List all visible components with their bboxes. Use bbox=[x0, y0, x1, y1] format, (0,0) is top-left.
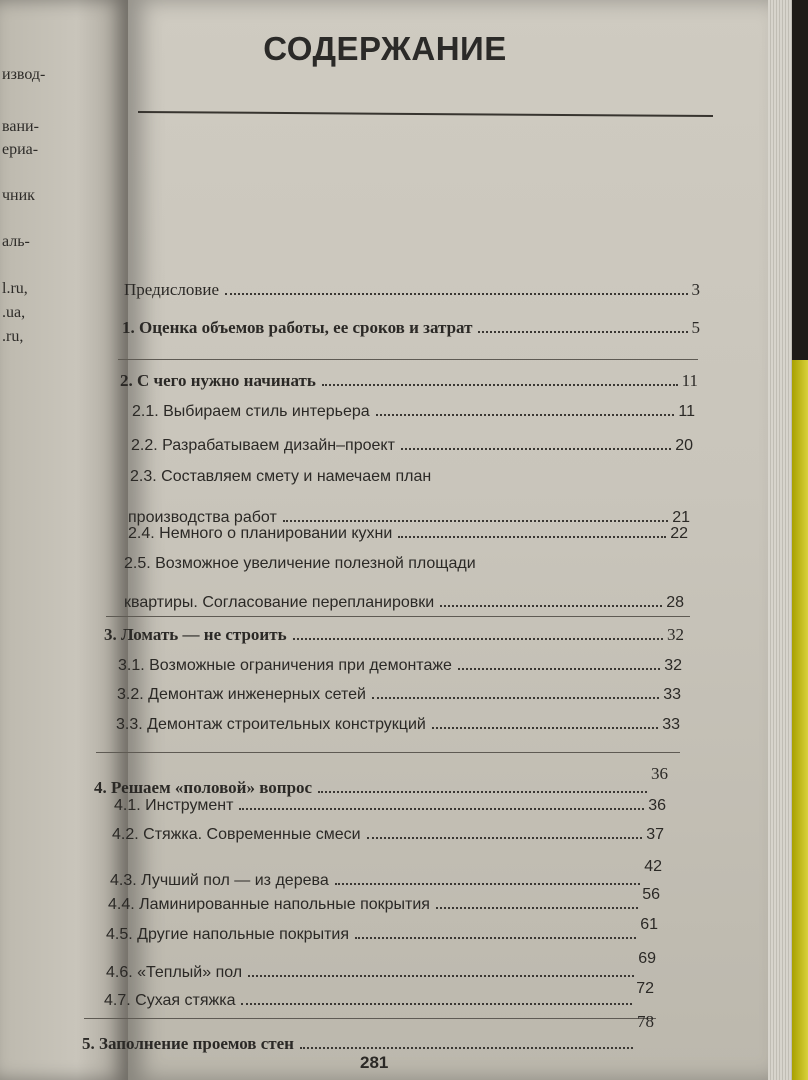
toc-entry-chapter-1 bbox=[122, 318, 700, 338]
toc-entry-chapter-3 bbox=[104, 625, 684, 645]
toc-leader-dots bbox=[241, 1003, 632, 1005]
toc-entry-page: 42 bbox=[644, 858, 662, 875]
toc-leader-dots bbox=[440, 605, 662, 607]
toc-entry-page: 32 bbox=[667, 625, 684, 644]
toc-entry-page: 33 bbox=[662, 716, 680, 733]
section-divider bbox=[118, 359, 698, 360]
toc-entry-title: 4.1. Инструмент bbox=[114, 797, 234, 814]
toc-entry-title: 4.5. Другие напольные покрытия bbox=[106, 926, 349, 943]
toc-entry-page: 11 bbox=[678, 403, 695, 420]
toc-entry-page: 72 bbox=[636, 980, 654, 997]
section-divider bbox=[96, 752, 680, 753]
toc-entry-page: 3 bbox=[691, 280, 700, 299]
toc-entry-title: 3.1. Возможные ограничения при демонтаже bbox=[118, 657, 452, 674]
toc-entry-page: 78 bbox=[637, 1012, 654, 1031]
left-page-text: аль- bbox=[2, 233, 30, 250]
toc-entry-page: 11 bbox=[681, 371, 698, 390]
toc-entry-title: 2.4. Немного о планировании кухни bbox=[128, 525, 393, 542]
toc-leader-dots bbox=[458, 668, 660, 670]
toc-entry-page: 33 bbox=[663, 686, 681, 703]
toc-entry-page: 69 bbox=[638, 950, 656, 967]
left-page-text: чник bbox=[2, 187, 35, 204]
toc-entry-page: 28 bbox=[666, 594, 684, 611]
toc-leader-dots bbox=[225, 293, 687, 295]
toc-leader-dots bbox=[248, 975, 634, 977]
toc-entry-page: 5 bbox=[691, 318, 700, 337]
toc-leader-dots bbox=[322, 384, 678, 386]
toc-entry-title: Предисловие bbox=[124, 280, 220, 299]
toc-entry-title: 4.3. Лучший пол — из дерева bbox=[110, 872, 329, 889]
toc-entry-preface bbox=[124, 262, 700, 300]
toc-entry-page: 36 bbox=[648, 797, 666, 814]
toc-leader-dots bbox=[293, 638, 663, 640]
toc-leader-dots bbox=[318, 791, 647, 793]
toc-entry-title: квартиры. Согласование перепланировки bbox=[124, 594, 435, 611]
toc-entry-4-4 bbox=[108, 886, 660, 914]
toc-entry-page: 36 bbox=[651, 764, 668, 783]
toc-leader-dots bbox=[300, 1047, 633, 1049]
toc-entry-page: 56 bbox=[642, 886, 660, 903]
toc-entry-title: 4. Решаем «половой» вопрос bbox=[94, 778, 313, 797]
left-page-text: .ua, bbox=[2, 304, 26, 321]
toc-entry-page: 20 bbox=[675, 437, 693, 454]
toc-entry-3-1 bbox=[118, 657, 682, 675]
left-page-text: ериа- bbox=[2, 141, 39, 158]
left-page-text: .ru, bbox=[2, 328, 24, 345]
toc-entry-4-7 bbox=[104, 980, 654, 1010]
background bbox=[792, 0, 808, 360]
toc-entry-title: 3. Ломать — не строить bbox=[104, 625, 287, 644]
toc-leader-dots bbox=[367, 837, 643, 839]
book-cover-edge bbox=[792, 360, 808, 1080]
toc-entry-title: производства работ bbox=[128, 509, 277, 526]
toc-entry-2-3-line1: 2.3. Составляем смету и намечаем план bbox=[130, 468, 432, 485]
toc-entry-2-3 bbox=[128, 493, 690, 527]
toc-leader-dots bbox=[478, 331, 687, 333]
toc-leader-dots bbox=[398, 536, 666, 538]
toc-entry-title: 2.1. Выбираем стиль интерьера bbox=[132, 403, 370, 420]
toc-entry-chapter-2 bbox=[120, 371, 698, 391]
toc-entry-2-4 bbox=[128, 525, 688, 543]
toc-entry-title: 2. С чего нужно начинать bbox=[120, 371, 316, 390]
toc-entry-title: 5. Заполнение проемов стен bbox=[82, 1034, 294, 1053]
page-number: 281 bbox=[360, 1053, 389, 1072]
toc-entry-title: 3.3. Демонтаж строительных конструкций bbox=[116, 716, 426, 733]
toc-entry-title: 3.2. Демонтаж инженерных сетей bbox=[117, 686, 366, 703]
page-title: СОДЕРЖАНИЕ bbox=[263, 30, 507, 67]
toc-entry-page: 32 bbox=[664, 657, 682, 674]
left-page-text: вани- bbox=[2, 118, 39, 135]
toc-leader-dots bbox=[432, 727, 658, 729]
toc-entry-2-2 bbox=[131, 437, 693, 455]
toc-leader-dots bbox=[436, 907, 638, 909]
toc-entry-4-1 bbox=[114, 797, 666, 815]
toc-leader-dots bbox=[401, 448, 671, 450]
toc-leader-dots bbox=[372, 697, 659, 699]
toc-entry-page: 22 bbox=[670, 525, 688, 542]
toc-entry-4-5 bbox=[106, 916, 658, 944]
toc-entry-2-5-line1: 2.5. Возможное увеличение полезной площади bbox=[124, 555, 476, 572]
left-page-text: l.ru, bbox=[2, 280, 28, 297]
toc-entry-title: 4.2. Стяжка. Современные смеси bbox=[112, 826, 361, 843]
toc-entry-title: 4.7. Сухая стяжка bbox=[104, 992, 236, 1009]
toc-entry-4-2 bbox=[112, 826, 664, 844]
toc-entry-title: 2.2. Разрабатываем дизайн–проект bbox=[131, 437, 395, 454]
toc-entry-chapter-5 bbox=[82, 1008, 654, 1054]
toc-leader-dots bbox=[335, 883, 640, 885]
toc-entry-title: 1. Оценка объемов работы, ее сроков и затрат bbox=[122, 318, 473, 337]
left-page-text: извод- bbox=[2, 66, 46, 83]
toc-entry-4-6 bbox=[106, 950, 656, 982]
toc-entry-title: 4.6. «Теплый» пол bbox=[106, 964, 243, 981]
toc-leader-dots bbox=[283, 520, 668, 522]
toc-entry-2-1 bbox=[132, 403, 695, 421]
toc-leader-dots bbox=[239, 808, 644, 810]
section-divider bbox=[106, 616, 690, 617]
toc-entry-3-2 bbox=[117, 686, 681, 704]
toc-entry-2-5 bbox=[124, 580, 684, 612]
toc-entry-title: 4.4. Ламинированные напольные покрытия bbox=[108, 896, 430, 913]
toc-entry-page: 61 bbox=[640, 916, 658, 933]
toc-leader-dots bbox=[376, 414, 675, 416]
toc-leader-dots bbox=[355, 937, 636, 939]
toc-entry-chapter-4 bbox=[94, 764, 668, 798]
toc-entry-3-3 bbox=[116, 716, 680, 734]
toc-entry-page: 21 bbox=[672, 509, 690, 526]
toc-entry-page: 37 bbox=[646, 826, 664, 843]
